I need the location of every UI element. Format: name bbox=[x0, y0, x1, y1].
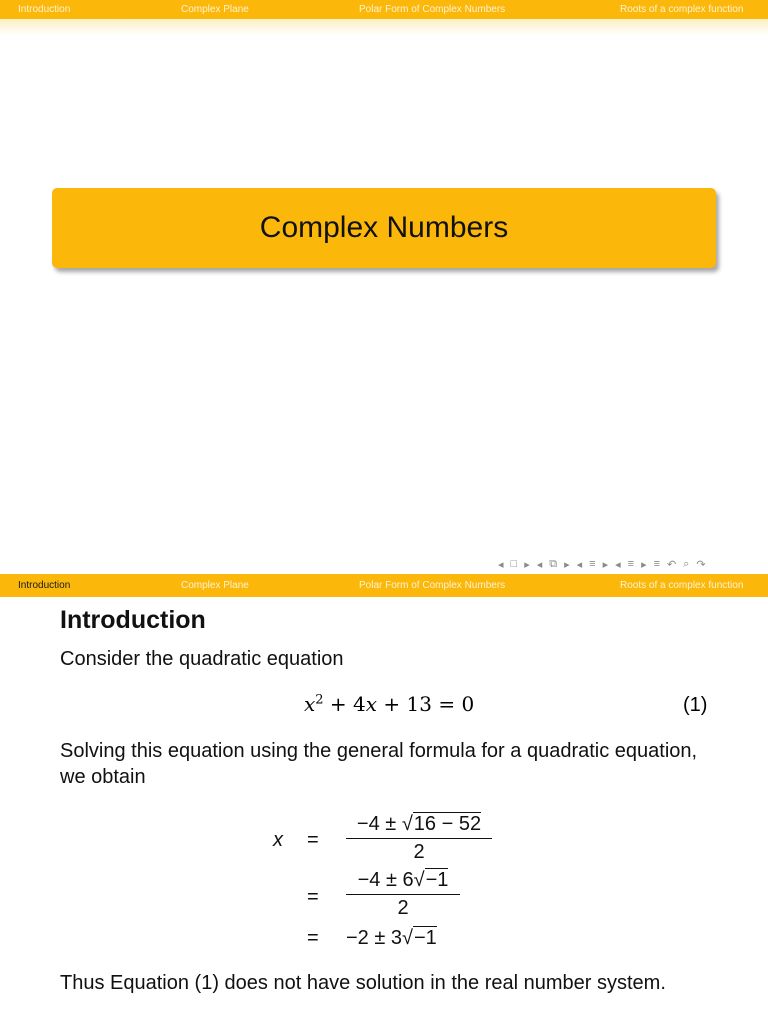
sqrt-1: √16 − 52 bbox=[401, 813, 482, 835]
nav-complex-plane[interactable]: Complex Plane bbox=[181, 580, 249, 591]
derivation-lhs: x bbox=[273, 829, 283, 851]
prev-frame-icon[interactable]: ◂ bbox=[536, 558, 543, 571]
fraction-2 bbox=[346, 869, 460, 920]
fraction-2-denominator: 2 bbox=[397, 897, 409, 919]
section-icon[interactable]: ≡ bbox=[627, 558, 635, 570]
paragraph-consider: Consider the quadratic equation bbox=[60, 648, 344, 670]
derivation-line-3 bbox=[346, 927, 437, 950]
title-box bbox=[52, 188, 716, 268]
fraction-1-num-pre: −4 ± bbox=[356, 813, 402, 835]
nav-complex-plane[interactable]: Complex Plane bbox=[181, 4, 249, 15]
nav-introduction[interactable]: Introduction bbox=[18, 4, 71, 15]
sqrt-3: √−1 bbox=[402, 927, 437, 949]
sqrt-2: √−1 bbox=[413, 869, 449, 891]
subsection-icon[interactable]: ≡ bbox=[589, 558, 596, 570]
search-icon[interactable]: ⌕ bbox=[683, 557, 690, 570]
nav-polar-form[interactable]: Polar Form of Complex Numbers bbox=[359, 4, 506, 15]
prev-subsection-icon[interactable]: ◂ bbox=[576, 558, 583, 571]
derivation-eq-1: = bbox=[307, 829, 319, 851]
eq-tail: + 13 = 0 bbox=[377, 692, 475, 716]
next-subsection-icon[interactable]: ▸ bbox=[602, 558, 609, 571]
nav-bar bbox=[0, 0, 768, 19]
nav-roots[interactable]: Roots of a complex function bbox=[620, 4, 744, 15]
equation-1 bbox=[304, 692, 474, 716]
frame-title: Introduction bbox=[60, 606, 206, 634]
fraction-1-numerator bbox=[346, 813, 492, 836]
derivation-eq-2: = bbox=[307, 886, 319, 908]
next-slide-icon[interactable]: ▸ bbox=[524, 558, 530, 571]
back-icon[interactable]: ↶ bbox=[667, 558, 677, 571]
prev-slide-icon[interactable]: ◂ bbox=[498, 558, 504, 571]
sqrt-3-radicand: −1 bbox=[414, 927, 437, 949]
fraction-1-bar bbox=[346, 838, 492, 839]
fraction-2-num-pre: −4 ± 6 bbox=[357, 869, 414, 891]
document-icon[interactable]: ≡ bbox=[653, 558, 661, 570]
line-3-pre: −2 ± 3 bbox=[346, 927, 403, 949]
nav-polar-form[interactable]: Polar Form of Complex Numbers bbox=[359, 580, 506, 591]
derivation-eq-3: = bbox=[307, 927, 319, 949]
slide-icon[interactable]: □ bbox=[510, 558, 518, 570]
next-section-icon[interactable]: ▸ bbox=[641, 558, 647, 571]
nav-introduction[interactable]: Introduction bbox=[18, 580, 71, 591]
sqrt-1-radicand: 16 − 52 bbox=[413, 813, 482, 835]
paragraph-thus: Thus Equation (1) does not have solution in the real number system. bbox=[60, 972, 666, 994]
eq-plus-4: + 4 bbox=[323, 692, 366, 716]
fraction-2-bar bbox=[346, 894, 460, 895]
nav-roots[interactable]: Roots of a complex function bbox=[620, 580, 744, 591]
introduction-slide bbox=[0, 574, 768, 1024]
eq-var-x2: x bbox=[365, 692, 378, 716]
beamer-navigation bbox=[498, 555, 766, 573]
presentation-title: Complex Numbers bbox=[259, 211, 509, 244]
prev-section-icon[interactable]: ◂ bbox=[615, 558, 621, 571]
fraction-2-numerator bbox=[346, 869, 460, 892]
fraction-1-denominator: 2 bbox=[413, 841, 425, 863]
nav-bar bbox=[0, 574, 768, 597]
eq-exponent: 2 bbox=[315, 692, 324, 708]
eq-var-x: x bbox=[304, 692, 316, 716]
equation-number: (1) bbox=[683, 694, 708, 716]
paragraph-solving: Solving this equation using the general formula for a quadratic equation, we obtain bbox=[60, 740, 698, 788]
fraction-1 bbox=[346, 813, 492, 864]
frame-icon[interactable]: ⧉ bbox=[549, 557, 558, 570]
sqrt-2-radicand: −1 bbox=[425, 869, 449, 891]
nav-shadow bbox=[0, 19, 768, 36]
next-frame-icon[interactable]: ▸ bbox=[564, 558, 570, 571]
forward-icon[interactable]: ↷ bbox=[696, 558, 706, 571]
